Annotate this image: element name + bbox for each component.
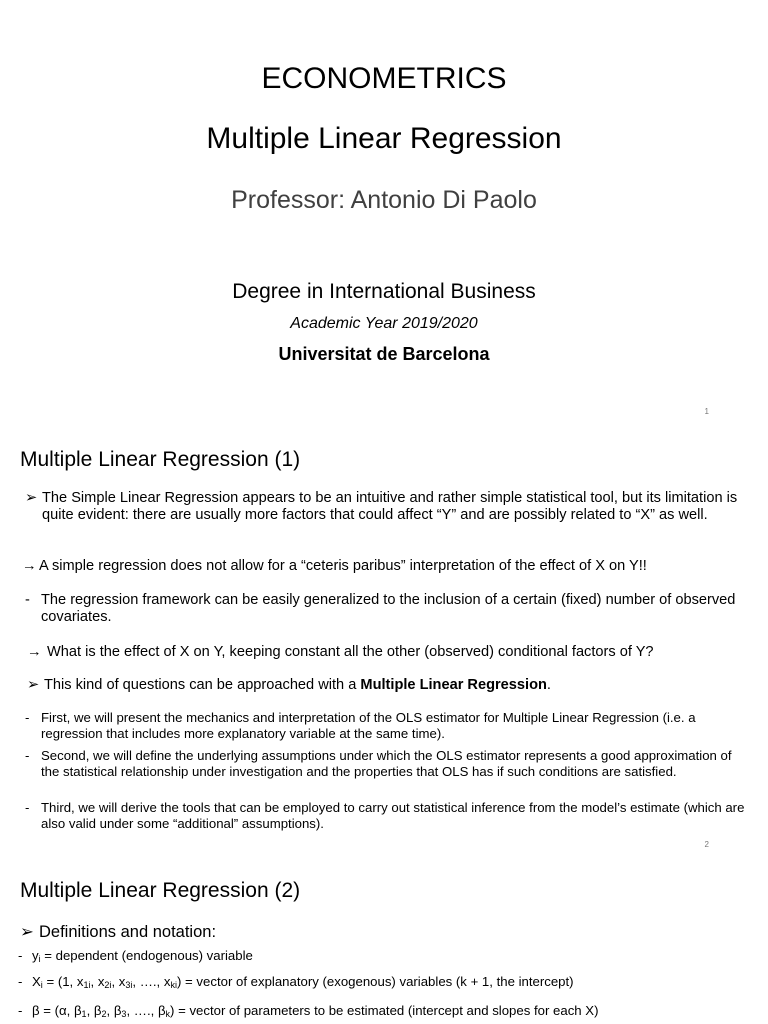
definition-item: - $X_i = (1$, $x_{1i}$, $x_{2i}$, $x_{3i}$, …., $x_{ki}$) = vector of explanatory (exogenous) variables (k + 1, the intercept) — [18, 974, 574, 990]
slide-2 — [0, 434, 768, 854]
dash-paragraph: - First, we will present the mechanics and interpretation of the OLS estimator for Multiple Linear Regression (i.e. a regression that includes more explanatory variable at the same time). — [25, 710, 696, 741]
bullet-paragraph: → A simple regression does not allow for a “ceteris paribus” interpretation of the effect of X on Y!! — [22, 558, 647, 574]
university-name: Universitat de Barcelona — [278, 344, 490, 364]
bullet-paragraph: ➢ Definitions and notation: — [20, 923, 217, 941]
definition-item: - β = (α, $\beta_1$, $\beta_2$, $\beta_3$, …., $\beta_k$) = vector of parameters to be estimated (intercept and slopes for each X) — [18, 1003, 599, 1019]
definition-item: - $y_i$ = dependent (endogenous) variable — [18, 948, 253, 964]
slide-heading: Multiple Linear Regression (2) — [20, 879, 301, 902]
dash-paragraph: - Second, we will define the underlying assumptions under which the OLS estimator represents a good approximation of the statistical relationship under investigation and the properties that OLS has if such conditions are satisfied. — [25, 748, 732, 779]
arrow-bullet-icon: ➢ — [25, 490, 38, 506]
topic-title: Multiple Linear Regression — [206, 122, 562, 155]
dash-paragraph: - The regression framework can be easily generalized to the inclusion of a certain (fixed) number of observed covariates. — [25, 592, 736, 625]
right-arrow-icon: → — [27, 644, 42, 660]
arrow-bullet-icon: ➢ — [20, 923, 34, 941]
academic-year: Academic Year 2019/2020 — [290, 315, 478, 332]
professor-name: Professor: Antonio Di Paolo — [231, 186, 537, 214]
slide-3 — [0, 862, 768, 1024]
degree-name: Degree in International Business — [232, 280, 536, 303]
page-number: 2 — [704, 840, 709, 849]
arrow-bullet-icon: ➢ — [27, 677, 40, 693]
page-number: 1 — [704, 407, 709, 416]
bullet-paragraph: → What is the effect of X on Y, keeping constant all the other (observed) conditional factors of Y? — [27, 644, 654, 660]
dash-paragraph: - Third, we will derive the tools that can be employed to carry out statistical inference from the model’s estimate (which are also valid under some “additional” assumptions). — [25, 800, 745, 831]
slide-heading: Multiple Linear Regression (1) — [20, 448, 301, 471]
course-title: ECONOMETRICS — [261, 62, 507, 95]
bullet-paragraph: ➢ This kind of questions can be approached with a Multiple Linear Regression. — [27, 677, 551, 693]
title-slide — [0, 0, 768, 425]
right-arrow-icon: → — [22, 558, 37, 574]
bullet-paragraph: ➢ The Simple Linear Regression appears to be an intuitive and rather simple statistical tool, but its limitation is quite evident: there are usually more factors that could affect “Y” and are possibly related to “X” as well. — [25, 490, 738, 523]
